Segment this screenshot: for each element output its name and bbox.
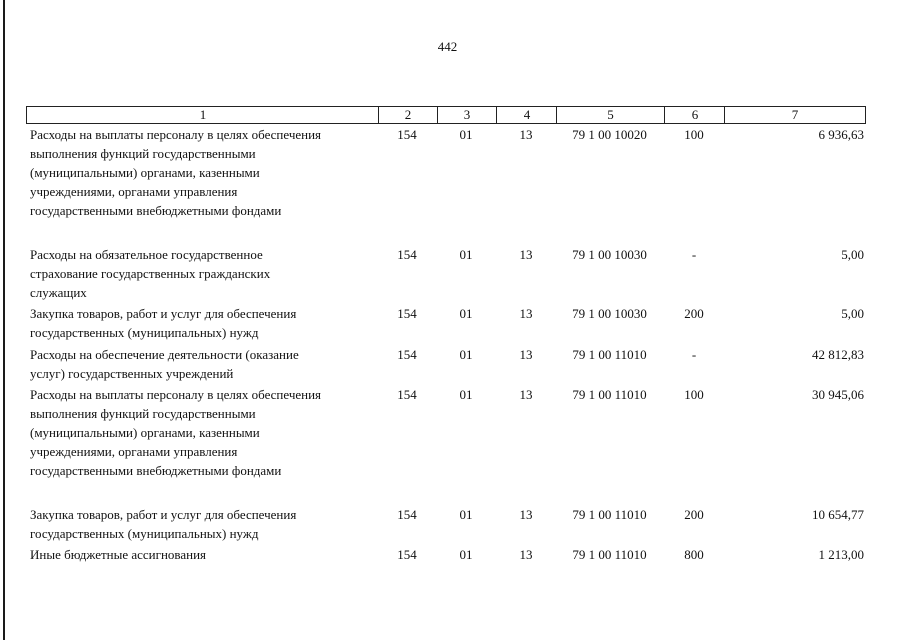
row-name: Расходы на выплаты персоналу в целях обеспечения выполнения функций государственными (муниципальными) органами, казенными учреждениями, органами управления государственными внебюджетными фондами bbox=[30, 387, 322, 478]
page-number: 442 bbox=[437, 39, 458, 54]
row-code-5: 79 1 00 10020 bbox=[572, 127, 647, 142]
row-code-3: 01 bbox=[459, 306, 473, 321]
column-header-5: 5 bbox=[556, 106, 664, 124]
row-code-4: 13 bbox=[519, 507, 533, 522]
row-code-5: 79 1 00 11010 bbox=[572, 347, 647, 362]
row-amount: 6 936,63 bbox=[818, 127, 864, 142]
column-header-1: 1 bbox=[26, 106, 379, 124]
row-code-2: 154 bbox=[397, 347, 417, 362]
column-header-2: 2 bbox=[378, 106, 437, 124]
row-code-6: 100 bbox=[684, 127, 704, 142]
row-code-6: - bbox=[691, 247, 697, 262]
column-header-7: 7 bbox=[724, 106, 866, 124]
row-code-5: 79 1 00 10030 bbox=[572, 306, 647, 321]
row-name: Расходы на выплаты персоналу в целях обеспечения выполнения функций государственными (муниципальными) органами, казенными учреждениями, органами управления государственными внебюджетными фондами bbox=[30, 127, 322, 218]
row-code-3: 01 bbox=[459, 387, 473, 402]
column-header-6: 6 bbox=[664, 106, 725, 124]
row-amount: 10 654,77 bbox=[812, 507, 864, 522]
row-code-4: 13 bbox=[519, 247, 533, 262]
row-amount: 5,00 bbox=[841, 247, 864, 262]
row-code-2: 154 bbox=[397, 306, 417, 321]
row-code-2: 154 bbox=[397, 127, 417, 142]
row-code-3: 01 bbox=[459, 127, 473, 142]
row-code-4: 13 bbox=[519, 306, 533, 321]
row-code-5: 79 1 00 11010 bbox=[572, 387, 647, 402]
row-name: Расходы на обеспечение деятельности (оказание услуг) государственных учреждений bbox=[30, 347, 299, 381]
row-code-3: 01 bbox=[459, 347, 473, 362]
row-code-6: 800 bbox=[684, 547, 704, 562]
row-code-5: 79 1 00 11010 bbox=[572, 507, 647, 522]
row-name: Иные бюджетные ассигнования bbox=[30, 547, 207, 562]
row-code-6: - bbox=[691, 347, 697, 362]
row-code-3: 01 bbox=[459, 247, 473, 262]
row-code-4: 13 bbox=[519, 347, 533, 362]
row-code-2: 154 bbox=[397, 387, 417, 402]
row-code-2: 154 bbox=[397, 507, 417, 522]
row-amount: 1 213,00 bbox=[818, 547, 864, 562]
row-code-5: 79 1 00 11010 bbox=[572, 547, 647, 562]
row-amount: 30 945,06 bbox=[812, 387, 864, 402]
column-header-3: 3 bbox=[437, 106, 496, 124]
row-code-6: 200 bbox=[684, 507, 704, 522]
row-code-4: 13 bbox=[519, 547, 533, 562]
row-code-5: 79 1 00 10030 bbox=[572, 247, 647, 262]
row-name: Закупка товаров, работ и услуг для обеспечения государственных (муниципальных) нужд bbox=[30, 507, 297, 541]
left-margin-rule bbox=[3, 0, 5, 640]
row-code-3: 01 bbox=[459, 547, 473, 562]
row-name: Закупка товаров, работ и услуг для обеспечения государственных (муниципальных) нужд bbox=[30, 306, 297, 340]
column-header-4: 4 bbox=[496, 106, 557, 124]
row-code-2: 154 bbox=[397, 247, 417, 262]
row-code-2: 154 bbox=[397, 547, 417, 562]
row-code-6: 100 bbox=[684, 387, 704, 402]
row-code-3: 01 bbox=[459, 507, 473, 522]
row-name: Расходы на обязательное государственное страхование государственных гражданских служащих bbox=[30, 247, 271, 300]
table-header bbox=[26, 106, 866, 124]
row-code-4: 13 bbox=[519, 127, 533, 142]
row-amount: 5,00 bbox=[841, 306, 864, 321]
row-amount: 42 812,83 bbox=[812, 347, 864, 362]
row-code-4: 13 bbox=[519, 387, 533, 402]
row-code-6: 200 bbox=[684, 306, 704, 321]
